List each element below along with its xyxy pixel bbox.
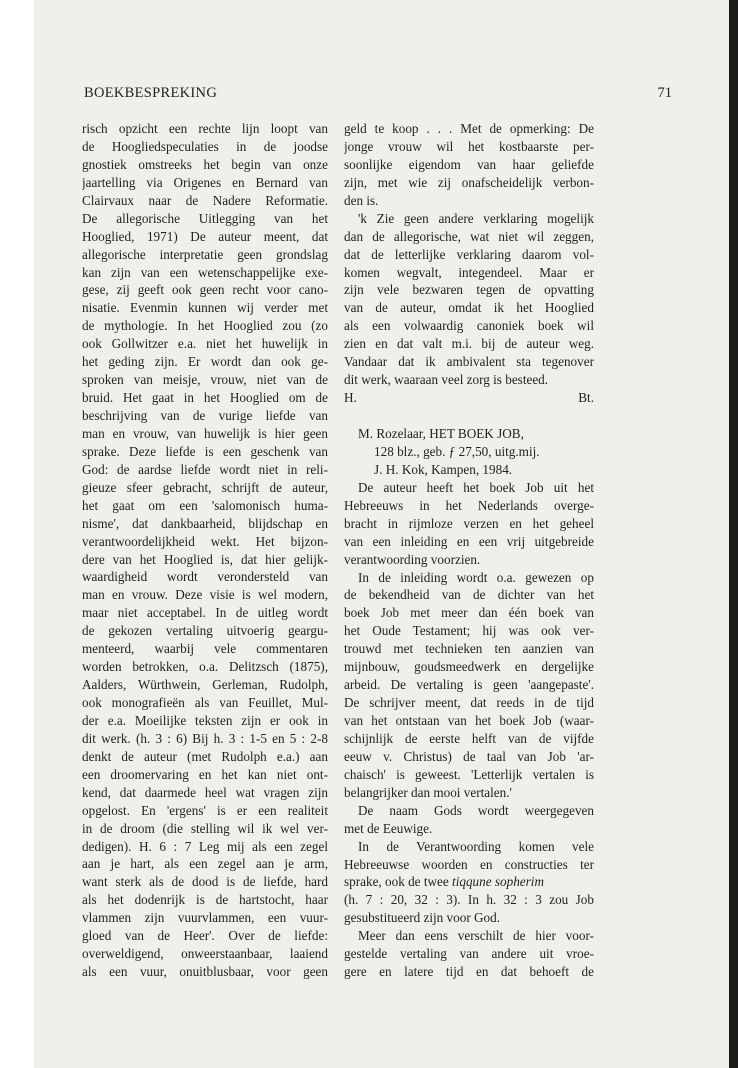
text-line: gnostiek omstreeks het begin van onze xyxy=(82,156,328,172)
left-column xyxy=(82,120,328,981)
text-line: De naam Gods wordt weergegeven xyxy=(358,802,594,818)
text-line: chaisch' is geweest. 'Letterlijk vertalen is xyxy=(344,766,594,782)
text-line: de gekozen vertaling uitvoerig geargu- xyxy=(82,623,328,639)
text-line: dedigen). H. 6 : 7 Leg mij als een zegel xyxy=(82,838,328,854)
text-line: ook monografieën als van Feuillet, Mul- xyxy=(82,695,328,710)
text-line: in de droom (die stelling wil ik wel ver- xyxy=(82,820,328,836)
text-line: het Oude Testament; hij was ook ver- xyxy=(344,623,594,639)
text-line: Hebreeuwse woorden en constructies ter xyxy=(344,856,594,872)
text-line: verantwoordelijkheid wekt. Het bijzon- xyxy=(82,533,328,549)
text-line: God: de aardse liefde wordt niet in reli- xyxy=(82,461,328,477)
text-line: Meer dan eens verschilt de hier voor- xyxy=(358,928,594,944)
text-line: van het ontstaan van het boek Job (waar- xyxy=(344,713,594,728)
text-line: der e.a. Moeilijke teksten zijn er ook in xyxy=(82,712,328,728)
text-line: jaartelling via Origenes en Bernard van xyxy=(82,174,328,190)
text-line: sproken van meisje, vrouw, niet van de xyxy=(82,372,328,388)
text-line: (h. 7 : 20, 32 : 3). In h. 32 : 3 zou Job xyxy=(344,892,594,908)
text-line xyxy=(344,873,594,891)
text-line: arbeid. De vertaling is geen 'aangepaste'. xyxy=(344,677,594,693)
text-line: aan je hart, als een zegel aan je arm, xyxy=(82,856,328,872)
text-line: de bekendheid van de dichter van het xyxy=(344,587,594,603)
text-line: schijnlijk de eerste helft van de vijfde xyxy=(344,730,594,746)
text-line: dere van het Hooglied is, dat hier gelijk- xyxy=(82,551,328,567)
text-line: belangrijker dan mooi vertalen.' xyxy=(344,784,512,800)
text-line: kend, dat daarmede heel wat vragen zijn xyxy=(82,784,328,800)
scan-edge-bar xyxy=(729,0,738,1068)
text-line: nisatie. Evenmin kunnen wij verder met xyxy=(82,300,328,316)
text-line: zijn vele bezwaren tegen de opvatting xyxy=(344,282,594,298)
text-line: In de Verantwoording komen vele xyxy=(358,838,594,854)
text-line: verantwoording voorzien. xyxy=(344,551,481,567)
text-line: gesubstitueerd zijn voor God. xyxy=(344,910,501,926)
text-line: als een volwaardig canoniek boek wil xyxy=(344,318,594,334)
text-line: Vandaar dat ik ambivalent sta tegenover xyxy=(344,354,594,370)
text-line: zien en dat valt m.i. bij de auteur weg. xyxy=(344,336,594,352)
page-number: 71 xyxy=(657,85,672,101)
text-line: het geding zijn. Er wordt dan ook ge- xyxy=(82,354,328,370)
text-line: jonge vrouw wil het kostbaarste per- xyxy=(344,138,594,154)
text-line: Hebreeuws in het Nederlands overge- xyxy=(344,497,594,513)
text-line: bracht in rijmloze verzen en het geheel xyxy=(344,515,594,531)
text-line: waardigheid wordt verondersteld van xyxy=(82,569,328,585)
text-line: menteerd, waarbij vele commentaren xyxy=(82,641,328,657)
text-line: maar niet acceptabel. In de uitleg wordt xyxy=(82,605,328,621)
right-column xyxy=(344,120,594,981)
text-line: opgelost. En 'ergens' is er een realiteit xyxy=(82,802,328,818)
text-line: als het dodenrijk is de hartstocht, haar xyxy=(82,892,328,908)
text-line: De auteur heeft het boek Job uit het xyxy=(358,479,594,495)
text-line: de mythologie. In het Hooglied zou (zo xyxy=(82,318,328,334)
scan-margin xyxy=(0,0,32,1068)
text-line: Aalders, Würthwein, Gerleman, Rudolph, xyxy=(82,677,328,693)
text-line: dan de allegorische, wat niet wil zeggen, xyxy=(344,228,594,244)
text-line: denkt de auteur (met Rudolph e.a.) aan xyxy=(82,748,328,764)
text-line: soonlijke eigendom van haar geliefde xyxy=(344,156,594,172)
text-line: een droomervaring en het kan niet ont- xyxy=(82,766,328,782)
text-segment: sprake, ook de twee xyxy=(344,874,453,890)
text-line: gese, zij geeft ook geen recht voor cano- xyxy=(82,282,328,298)
text-line: overweldigend, onweerstaanbaar, laaiend xyxy=(82,946,328,962)
text-line: het gaat om een 'salomonisch huma- xyxy=(82,497,328,513)
text-line: komen wegvalt, integendeel. Maar er xyxy=(344,264,594,280)
signature-initial: H. xyxy=(344,390,357,406)
text-line: man en vrouw. Deze visie is wel modern, xyxy=(82,587,328,603)
signature-author: Bt. xyxy=(578,390,594,406)
text-line: kan zijn van een wetenschappelijke exe- xyxy=(82,264,328,280)
text-line: bruid. Het gaat in het Hooglied om de xyxy=(82,390,328,406)
text-line: boek Job met meer dan één boek van xyxy=(344,605,594,621)
text-line: den is. xyxy=(344,192,379,208)
section-gap xyxy=(344,407,594,425)
review-signature xyxy=(344,389,594,407)
text-line: risch opzicht een rechte lijn loopt van xyxy=(82,121,328,136)
text-line: zijn, met wie zij onafscheidelijk verbon- xyxy=(344,174,594,190)
book-reference-line: M. Rozelaar, HET BOEK JOB, xyxy=(358,426,524,441)
book-reference-line: 128 blz., geb. ƒ 27,50, uitg.mij. xyxy=(374,443,540,459)
text-line: dit werk. (h. 3 : 6) Bij h. 3 : 1-5 en 5 : 2-8 xyxy=(82,730,328,746)
text-line: worden betrokken, o.a. Delitzsch (1875), xyxy=(82,659,328,675)
text-line: 'k Zie geen andere verklaring mogelijk xyxy=(358,210,594,226)
text-line: gieuze sfeer gebracht, schrijft de auteur, xyxy=(82,479,328,495)
text-line: van de auteur, omdat ik het Hooglied xyxy=(344,300,594,316)
text-line: gere en latere tijd en dat behoeft de xyxy=(344,964,594,980)
italic-term: tiqqune sopherim xyxy=(452,874,544,890)
text-line: eeuw v. Christus) de taal van Job 'ar- xyxy=(344,748,594,764)
running-header: BOEKBESPREKING xyxy=(84,85,218,101)
text-line: geld te koop . . . Met de opmerking: De xyxy=(344,121,594,136)
text-line: want sterk als de dood is de liefde, hard xyxy=(82,874,328,890)
text-line: gestelde vertaling van andere uit vroe- xyxy=(344,946,594,962)
text-line: beschrijving van de vurige liefde van xyxy=(82,408,328,423)
text-line: vlammen zijn vuurvlammen, een vuur- xyxy=(82,910,328,926)
text-line: dat de letterlijke verklaring daarom vol- xyxy=(344,246,594,262)
text-line: allegorische interpretatie geen grondslag xyxy=(82,246,328,262)
text-line: man en vrouw, van huwelijk is hier geen xyxy=(82,425,328,441)
text-line: met de Eeuwige. xyxy=(344,820,433,836)
text-line: De allegorische Uitlegging van het xyxy=(82,210,328,226)
text-line: De schrijver meent, dat reeds in de tijd xyxy=(344,695,594,711)
text-line: ook Gollwitzer e.a. niet het huwelijk in xyxy=(82,336,328,352)
text-line: als een vuur, onuitblusbaar, voor geen xyxy=(82,964,328,980)
text-line: trouwd met technieken ten aanzien van xyxy=(344,641,594,657)
text-line: de Hoogliedspeculaties in de joodse xyxy=(82,138,328,154)
text-line: van een inleiding en een vrij uitgebreide xyxy=(344,533,594,549)
text-line: Hooglied, 1971) De auteur meent, dat xyxy=(82,228,328,244)
text-line: Clairvaux naar de Nadere Reformatie. xyxy=(82,192,328,208)
text-line: dit werk, waaraan veel zorg is besteed. xyxy=(344,372,549,388)
text-line: gloed van de Heer'. Over de liefde: xyxy=(82,928,328,944)
text-line: nisme', dat dankbaarheid, blijdschap en xyxy=(82,515,328,531)
book-reference-line: J. H. Kok, Kampen, 1984. xyxy=(374,461,513,477)
text-line: sprake. Deze liefde is een geschenk van xyxy=(82,443,328,459)
text-line: In de inleiding wordt o.a. gewezen op xyxy=(358,569,594,585)
text-line: mijnbouw, goudsmeedwerk en dergelijke xyxy=(344,659,594,675)
